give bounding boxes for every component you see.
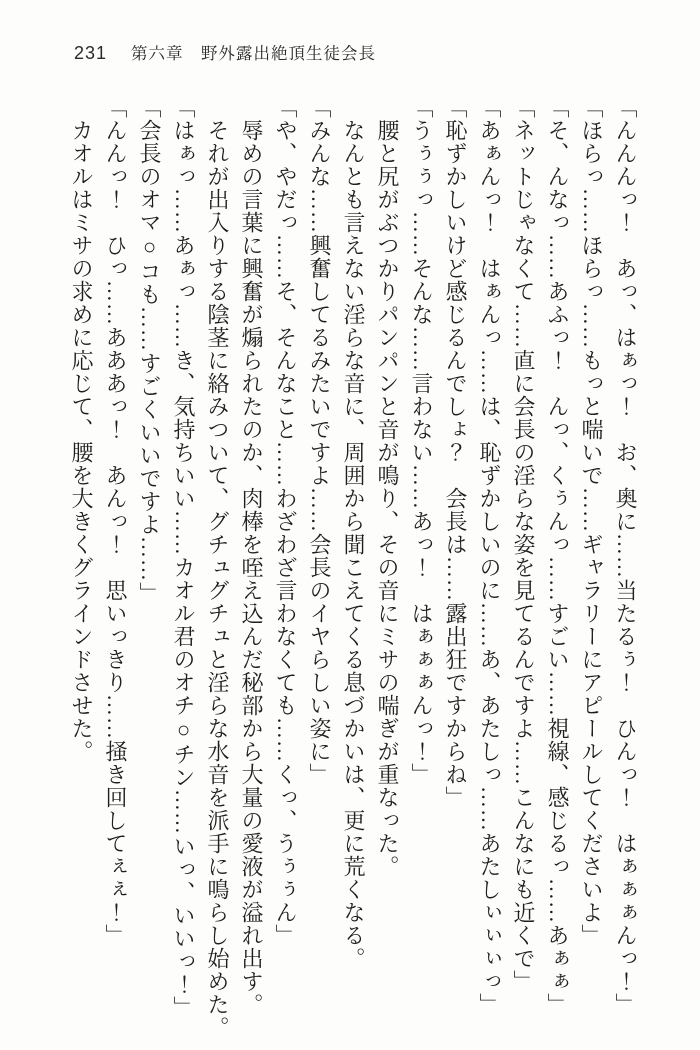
text-line: 腰と尻がぶつかりパンパンと音が鳴り、その音にミサの喘ぎが重なった。 [375, 96, 400, 878]
text-line: なんとも言えない淫らな音に、周囲から聞こえてくる息づかいは、更に荒くなる。 [341, 96, 366, 970]
text-line: 「ほらっ……ほらっ……もっと喘いで……ギャラリーにアピールしてくださいよ」 [579, 96, 604, 947]
text-line: 「んんっ！ ひっ……あああっ！ あんっ！ 思いっきり……掻き回してぇぇ！」 [103, 96, 128, 947]
text-line: 「ネットじゃなくて……直に会長の淫らな姿を見てるんですよ……こんなにも近くで」 [511, 96, 536, 993]
text-line: 「そ、んなっ……あふっ！ んっ、くぅんっ……すごい……視線、感じるっ……あぁぁ」 [545, 96, 570, 1016]
page-number: 231 [74, 43, 108, 63]
text-line: カオルはミサの求めに応じて、腰を大きくグラインドさせた。 [69, 96, 94, 763]
text-line: 「うぅぅっ……そんな……言わない……あっ！ はぁぁぁんっ！」 [409, 96, 434, 786]
text-line: 「はぁっ……あぁっ……き、気持ちいい……カオル君のオチ○チン……いっ、いいっ！」 [171, 96, 196, 1019]
page-header [74, 40, 376, 64]
text-line: それが出入りする陰茎に絡みついて、グチュグチュと淫らな水音を派手に鳴らし始めた。 [205, 96, 230, 1039]
text-line: 「みんな……興奮してるみたいですよ……会長のイヤらしい姿に」 [307, 96, 332, 786]
text-line: 辱めの言葉に興奮が煽られたのか、肉棒を咥え込んだ秘部から大量の愛液が溢れ出す。 [239, 96, 264, 1016]
text-line: 「恥ずかしいけど感じるんでしょ？ 会長は……露出狂ですからね」 [443, 96, 468, 809]
chapter-title: 第六章 野外露出絶頂生徒会長 [131, 44, 377, 63]
text-line: 「会長のオマ○コも……すごくいいですよ……」 [137, 96, 162, 605]
text-line: 「あぁんっ！ はぁんっ……は、恥ずかしいのに……あ、あたしっ……あたしぃぃぃっ」 [477, 96, 502, 1016]
text-line: 「や、やだっ……そ、そんなこと……わざわざ言わなくても……くっ、うぅぅん」 [273, 96, 298, 947]
text-line: 「んんんっ！ あっ、はぁっ！ お、奥に……当たるぅ！ ひんっ！ はぁぁぁんっ！」 [613, 96, 638, 1016]
body-text [64, 96, 642, 1039]
